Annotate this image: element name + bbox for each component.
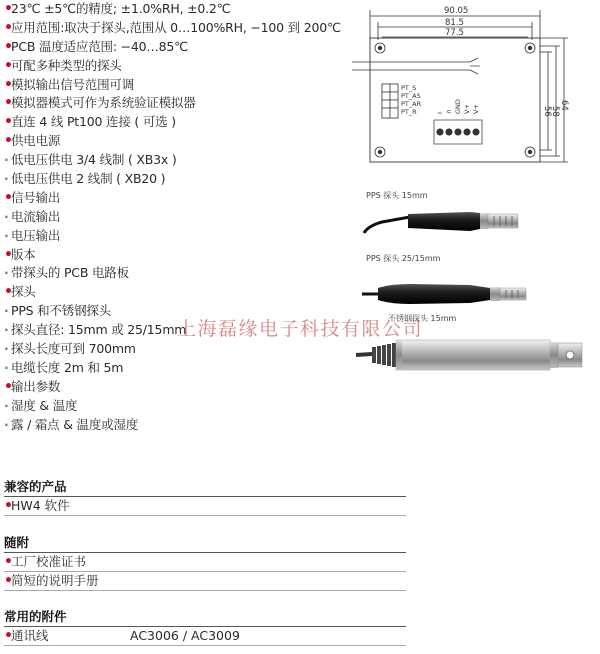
feature-text: 探头直径: 15mm 或 25/15mm: [11, 322, 187, 338]
dimension-label: 58: [550, 106, 560, 117]
bullet-icon: •: [4, 284, 13, 301]
feature-text: 应用范围:取决于探头,范围从 0…100%RH, −100 到 200℃: [11, 19, 341, 35]
bullet-icon: •: [4, 573, 13, 589]
bullet-icon: ·: [4, 265, 9, 281]
feature-text: 探头: [11, 284, 36, 300]
section-title: 常用的附件: [4, 609, 67, 624]
item-label: 简短的说明手册: [11, 573, 99, 588]
bullet-icon: •: [4, 378, 13, 395]
section-title: 随附: [4, 535, 30, 550]
item-label: 工厂校准证书: [11, 554, 87, 569]
bullet-icon: •: [4, 38, 13, 55]
feature-text: PCB 温度适应范围: −40…85℃: [11, 38, 189, 54]
bullet-icon: ·: [4, 152, 9, 168]
feature-text: 电缆长度 2m 和 5m: [11, 359, 124, 375]
feature-text: 探头长度可到 700mm: [11, 341, 136, 357]
dimension-label: 90.05: [444, 6, 469, 16]
feature-text: 可配多种类型的探头: [11, 57, 122, 73]
bullet-icon: •: [4, 189, 13, 206]
feature-text: 模拟输出信号范围可调: [11, 76, 135, 92]
item-label: 通讯线: [11, 628, 49, 643]
bullet-icon: ·: [4, 208, 9, 224]
bullet-icon: •: [4, 114, 13, 131]
bullet-icon: ·: [4, 416, 9, 432]
feature-text: 信号输出: [11, 189, 61, 205]
feature-text: 输出参数: [11, 378, 61, 394]
bullet-icon: •: [4, 19, 13, 36]
feature-text: 低电压供电 3/4 线制 ( XB3x ): [11, 152, 177, 168]
bullet-icon: ·: [4, 359, 9, 375]
feature-text: 露 / 霜点 & 温度或湿度: [11, 416, 139, 432]
dimension-label: 64: [559, 100, 569, 111]
bullet-icon: •: [4, 133, 13, 150]
bullet-icon: ·: [4, 322, 9, 338]
feature-text: 23℃ ±5℃的精度; ±1.0%RH, ±0.2℃: [11, 1, 231, 16]
feature-text: 带探头的 PCB 电路板: [11, 265, 129, 281]
watermark: 上海磊缘电子科技有限公司: [177, 318, 424, 340]
terminal-label: PT_AS: [401, 92, 421, 100]
bullet-icon: •: [4, 498, 13, 514]
feature-text: 电压输出: [11, 227, 61, 243]
feature-text: 供电电源: [11, 133, 61, 149]
feature-text: 湿度 & 温度: [11, 397, 78, 413]
bullet-icon: ·: [4, 341, 9, 357]
pin-label: ∩: [445, 109, 453, 114]
pin-label: V+: [463, 104, 471, 114]
probe-caption: 不锈钢探头 15mm: [388, 314, 457, 323]
feature-text: PPS 和不锈钢探头: [11, 303, 111, 319]
pin-label: GND: [454, 99, 462, 114]
bullet-icon: •: [4, 246, 13, 263]
probe-caption: PPS 探头 25/15mm: [366, 254, 441, 263]
item-label: HW4 软件: [11, 498, 70, 513]
bullet-icon: ·: [4, 171, 9, 187]
bullet-icon: •: [4, 628, 13, 644]
bullet-icon: •: [4, 554, 13, 570]
feature-text: 电流输出: [11, 208, 61, 224]
feature-text: 版本: [11, 246, 36, 262]
feature-text: 模拟器模式可作为系统验证模拟器: [11, 95, 196, 111]
item-code: AC3006 / AC3009: [130, 628, 240, 643]
feature-text: 直连 4 线 Pt100 连接 ( 可选 ): [11, 114, 176, 130]
bullet-icon: ·: [4, 397, 9, 413]
pin-label: V+: [472, 104, 480, 114]
bullet-icon: •: [4, 76, 13, 93]
bullet-icon: ·: [4, 303, 9, 319]
feature-text: 低电压供电 2 线制 ( XB20 ): [11, 171, 166, 187]
dimension-label: 56: [542, 106, 552, 117]
bullet-icon: •: [4, 95, 13, 112]
terminal-label: PT_S: [401, 84, 417, 92]
probe-caption: PPS 探头 15mm: [366, 191, 428, 200]
dimension-label: 81.5: [445, 18, 464, 28]
pin-label: I: [436, 112, 444, 114]
bullet-icon: •: [4, 57, 13, 74]
bullet-icon: •: [4, 1, 13, 17]
dimension-label: 77.5: [445, 28, 464, 38]
bullet-icon: ·: [4, 227, 9, 243]
terminal-label: PT_R: [401, 108, 417, 116]
section-title: 兼容的产品: [4, 479, 67, 494]
terminal-label: PT_AR: [401, 100, 422, 108]
